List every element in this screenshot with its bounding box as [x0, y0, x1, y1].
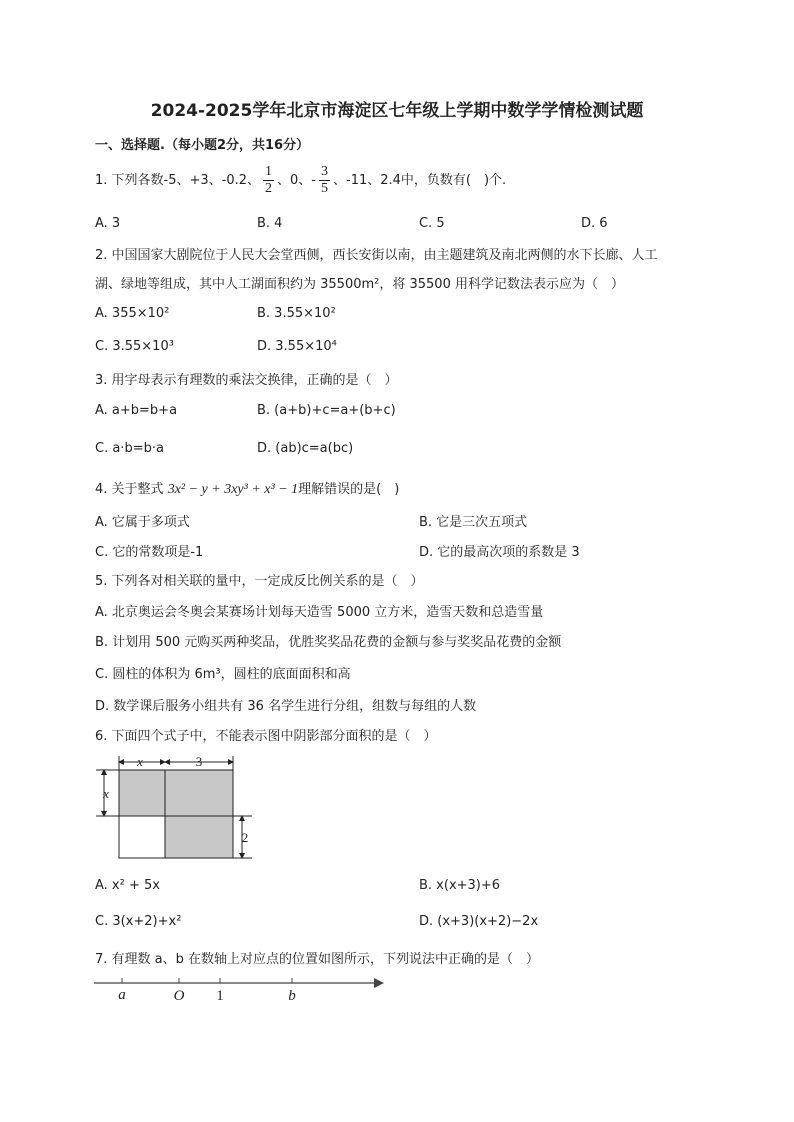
question-1 — [95, 164, 506, 197]
q4-option-c[interactable]: C. 它的常数项是-1 — [95, 545, 204, 560]
q4-option-d[interactable]: D. 它的最高次项的系数是 3 — [419, 545, 580, 560]
shaded-cell-bottom-right — [165, 816, 233, 858]
q4-prefix: 4. 关于整式 — [95, 482, 164, 497]
q1-option-c[interactable]: C. 5 — [419, 216, 445, 231]
label-x-top: x — [137, 754, 143, 769]
label-x-left: x — [103, 786, 109, 801]
page-title: 2024-2025学年北京市海淀区七年级上学期中数学学情检测试题 — [150, 101, 644, 121]
q1-suffix: 、-11、2.4中，负数有( )个. — [333, 173, 507, 188]
q5-option-b[interactable]: B. 计划用 500 元购买两种奖品，优胜奖奖品花费的金额与参与奖奖品花费的金额 — [95, 635, 562, 650]
q3-option-c[interactable]: C. a·b=b·a — [95, 441, 164, 456]
q2-option-c[interactable]: C. 3.55×10³ — [95, 339, 174, 354]
q1-option-d[interactable]: D. 6 — [581, 216, 608, 231]
label-three: 3 — [195, 754, 203, 769]
q3-option-d[interactable]: D. (ab)c=a(bc) — [257, 441, 354, 456]
q5-stem: 5. 下列各对相关联的量中，一定成反比例关系的是（ ） — [95, 574, 424, 589]
q6-stem: 6. 下面四个式子中，不能表示图中阴影部分面积的是（ ） — [95, 729, 437, 744]
fraction-half: $\frac{1}{2}$ — [265, 164, 273, 196]
q3-option-a[interactable]: A. a+b=b+a — [95, 403, 178, 418]
q2-option-a[interactable]: A. 355×10² — [95, 306, 170, 321]
q2-line-2: 湖、绿地等组成，其中人工湖面积约为 35500m²，将 35500 用科学记数法表示应为（ ） — [95, 277, 624, 292]
q5-option-d[interactable]: D. 数学课后服务小组共有 36 名学生进行分组，组数与每组的人数 — [95, 699, 477, 714]
q2-option-b[interactable]: B. 3.55×10² — [257, 306, 336, 321]
axis-label-origin: O — [173, 988, 185, 1004]
q3-stem: 3. 用字母表示有理数的乘法交换律，正确的是（ ） — [95, 373, 398, 388]
question-4 — [95, 478, 399, 498]
q6-option-d[interactable]: D. (x+3)(x+2)−2x — [419, 914, 539, 929]
section-heading: 一、选择题.（每小题2分，共16分） — [95, 138, 310, 153]
q5-option-a[interactable]: A. 北京奥运会冬奥会某赛场计划每天造雪 5000 立方米，造雪天数和总造雪量 — [95, 605, 544, 620]
label-two: 2 — [241, 830, 249, 845]
fraction-three-fifths: $\frac{3}{5}$ — [321, 164, 328, 196]
shaded-cell-top-left — [119, 770, 165, 816]
q7-stem: 7. 有理数 a、b 在数轴上对应点的位置如图所示，下列说法中正确的是（ ） — [95, 952, 540, 967]
number-line — [92, 972, 392, 1006]
q1-mid: 、0、- — [277, 173, 316, 188]
q2-line-1: 2. 中国国家大剧院位于人民大会堂西侧，西长安街以南，由主题建筑及南北两侧的水下长廊、人工 — [95, 248, 658, 263]
q6-option-c[interactable]: C. 3(x+2)+x² — [95, 914, 182, 929]
axis-label-b: b — [288, 988, 296, 1004]
shaded-cell-top-right — [165, 770, 233, 816]
q6-option-a[interactable]: A. x² + 5x — [95, 878, 160, 893]
area-figure — [92, 752, 262, 862]
q2-option-d[interactable]: D. 3.55×10⁴ — [257, 339, 337, 354]
axis-label-a: a — [118, 987, 126, 1003]
arrow-right-icon — [374, 978, 384, 988]
axis-label-one: 1 — [216, 988, 224, 1004]
q1-option-a[interactable]: A. 3 — [95, 216, 121, 231]
q5-option-c[interactable]: C. 圆柱的体积为 6m³，圆柱的底面面积和高 — [95, 667, 351, 682]
q4-expression: 3x² − y + 3xy³ + x³ − 1 — [167, 482, 299, 497]
q4-option-a[interactable]: A. 它属于多项式 — [95, 515, 190, 530]
q4-suffix: 理解错误的是( ) — [298, 482, 400, 497]
q4-option-b[interactable]: B. 它是三次五项式 — [419, 515, 528, 530]
q1-prefix: 1. 下列各数-5、+3、-0.2、 — [95, 173, 261, 188]
q6-option-b[interactable]: B. x(x+3)+6 — [419, 878, 501, 893]
q3-option-b[interactable]: B. (a+b)+c=a+(b+c) — [257, 403, 396, 418]
q1-option-b[interactable]: B. 4 — [257, 216, 283, 231]
